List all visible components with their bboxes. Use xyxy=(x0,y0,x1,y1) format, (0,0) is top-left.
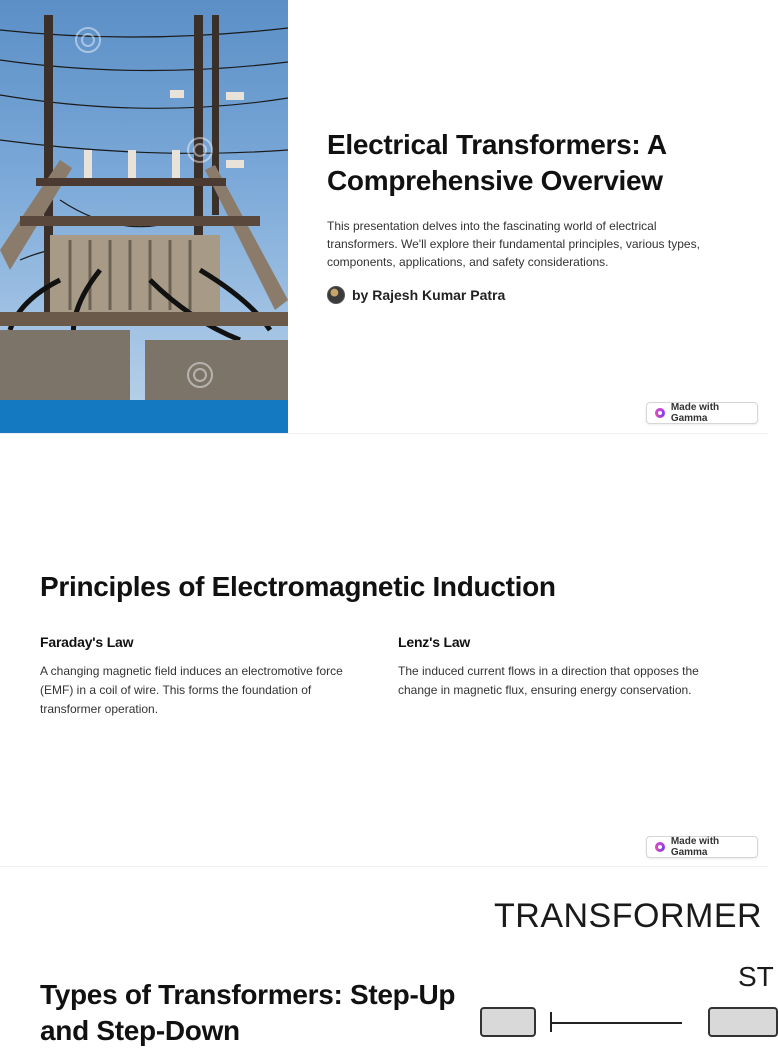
gamma-badge-label: Made with Gamma xyxy=(670,836,720,858)
made-with-gamma-button[interactable] xyxy=(646,836,758,858)
slide-types xyxy=(0,866,774,1046)
principles-title: Principles of Electromagnetic Induction xyxy=(40,571,556,602)
column-heading: Faraday's Law xyxy=(40,634,134,650)
diagram-line xyxy=(552,1022,682,1024)
diagram-box-left xyxy=(480,1007,536,1037)
made-with-gamma-button[interactable] xyxy=(646,402,758,424)
column-heading: Lenz's Law xyxy=(398,634,471,650)
transformer-diagram xyxy=(480,867,774,1025)
gamma-logo-icon xyxy=(655,408,665,418)
gamma-badge-label: Made with Gamma xyxy=(670,402,720,424)
slide-principles xyxy=(0,433,768,866)
lenz-column xyxy=(398,634,718,700)
diagram-box-right xyxy=(708,1007,778,1037)
author-name: by Rajesh Kumar Patra xyxy=(352,287,506,303)
faraday-column xyxy=(40,634,360,719)
photo-bottom-bar xyxy=(0,400,288,433)
transformer-photo xyxy=(0,0,288,433)
diagram-subtitle: ST xyxy=(738,961,774,992)
column-text: A changing magnetic field induces an electromotive force (EMF) in a coil of wire. This forms the foundation of transformer operation. xyxy=(40,664,343,716)
avatar xyxy=(327,286,345,304)
diagram-title: TRANSFORMER xyxy=(494,897,763,935)
transformer-pole-icon xyxy=(0,0,288,400)
author-byline xyxy=(327,286,505,304)
presentation-title: Electrical Transformers: A Comprehensive Overview xyxy=(327,129,666,196)
slide-title xyxy=(0,0,768,433)
types-title: Types of Transformers: Step-Up and Step-Down xyxy=(40,979,456,1046)
gamma-logo-icon xyxy=(655,842,665,852)
column-text: The induced current flows in a direction that opposes the change in magnetic flux, ensuring energy conservation. xyxy=(398,664,699,697)
intro-paragraph: This presentation delves into the fascinating world of electrical transformers. We'll explore their fundamental principles, various types, components, applications, and safety considerations. xyxy=(327,219,700,269)
